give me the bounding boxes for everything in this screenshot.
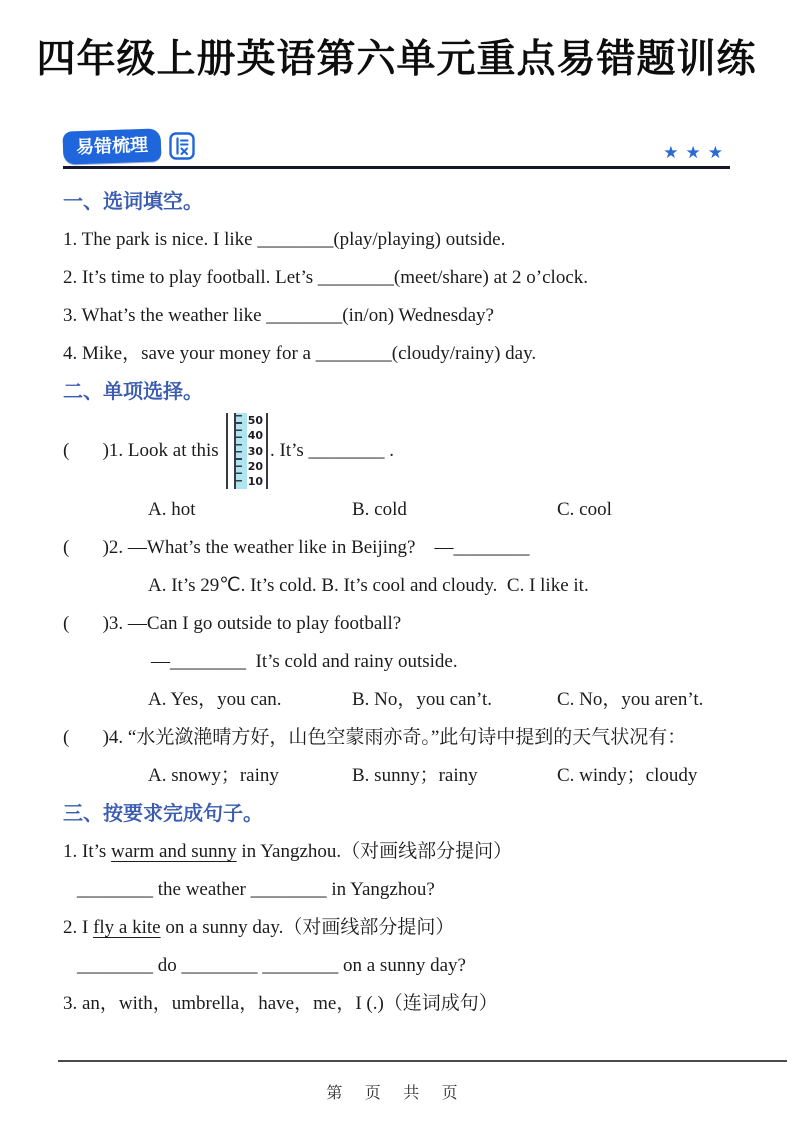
scale-label: 50 bbox=[247, 414, 263, 427]
section1-heading: 一、选词填空。 bbox=[63, 191, 203, 213]
section-header-band bbox=[63, 130, 730, 169]
page-title: 四年级上册英语第六单元重点易错题训练 bbox=[36, 38, 757, 81]
option-a: A. hot bbox=[148, 499, 196, 520]
section2-heading: 二、单项选择。 bbox=[63, 381, 203, 403]
question-line: ( )2. —What’s the weather like in Beijing? —________ bbox=[63, 537, 530, 558]
options-row: A. It’s 29℃. It’s cold. B. It’s cool and cloudy. C. I like it. bbox=[148, 575, 589, 596]
options-row bbox=[63, 491, 737, 529]
section3-heading: 三、按要求完成句子。 bbox=[63, 803, 263, 825]
underlined-phrase: fly a kite bbox=[93, 917, 161, 938]
options-row bbox=[63, 757, 737, 795]
question-line-with-thermometer bbox=[63, 411, 737, 491]
page-number-footer: 第 页 共 页 bbox=[326, 1085, 467, 1102]
thermometer-scale bbox=[247, 413, 268, 489]
notebook-icon bbox=[169, 131, 195, 161]
scale-label: 10 bbox=[247, 475, 263, 488]
question-line: 1. The park is nice. I like ________(play/playing) outside. bbox=[63, 229, 506, 250]
question-text-post: . It’s ________ . bbox=[270, 440, 395, 461]
worksheet-body bbox=[0, 169, 793, 1023]
question-line: ( )3. —Can I go outside to play football? bbox=[63, 613, 402, 634]
question-line bbox=[63, 909, 737, 947]
option-c: C. cool bbox=[557, 499, 612, 520]
answer-line: —________ It’s cold and rainy outside. bbox=[151, 651, 458, 672]
thermometer-left-line bbox=[226, 413, 228, 489]
question-line: 3. What’s the weather like ________(in/on) Wednesday? bbox=[63, 305, 494, 326]
badge-group bbox=[63, 130, 195, 163]
error-review-badge: 易错梳理 bbox=[62, 128, 161, 164]
answer-line: ________ do ________ ________ on a sunny day? bbox=[77, 955, 466, 976]
question-line: 4. Mike，save your money for a ________(cloudy/rainy) day. bbox=[63, 343, 537, 364]
rating-stars bbox=[663, 144, 730, 161]
option-c: C. windy；cloudy bbox=[557, 765, 698, 786]
scale-label: 20 bbox=[247, 459, 263, 473]
question-text-post: in Yangzhou.（对画线部分提问） bbox=[236, 841, 513, 862]
star-icon: ★ bbox=[685, 143, 708, 162]
question-text-post: on a sunny day.（对画线部分提问） bbox=[160, 917, 455, 938]
scale-label: 40 bbox=[247, 429, 263, 443]
thermometer-image bbox=[226, 413, 268, 489]
thermometer-tube bbox=[234, 413, 247, 489]
underlined-phrase: warm and sunny bbox=[111, 841, 237, 862]
options-row bbox=[63, 681, 737, 719]
question-line: 2. It’s time to play football. Let’s ________(meet/share) at 2 o’clock. bbox=[63, 267, 589, 288]
option-b: B. cold bbox=[352, 499, 407, 520]
option-a: A. Yes，you can. bbox=[148, 689, 282, 710]
answer-line: ________ the weather ________ in Yangzhou? bbox=[77, 879, 435, 900]
option-b: B. No，you can’t. bbox=[352, 689, 493, 710]
star-icon: ★ bbox=[707, 143, 730, 162]
footer-divider bbox=[58, 1060, 787, 1062]
scale-label: 30 bbox=[247, 444, 263, 458]
question-text-pre: 1. It’s bbox=[63, 841, 112, 862]
question-text-pre: 2. I bbox=[63, 917, 94, 938]
option-a: A. snowy；rainy bbox=[148, 765, 279, 786]
question-text-pre: ( )1. Look at this bbox=[63, 440, 219, 461]
option-c: C. No，you aren’t. bbox=[557, 689, 704, 710]
question-line: ( )4. “水光潋滟晴方好，山色空蒙雨亦奇。”此句诗中提到的天气状况有： bbox=[63, 727, 687, 748]
star-icon: ★ bbox=[663, 143, 686, 162]
option-b: B. sunny；rainy bbox=[352, 765, 478, 786]
question-line bbox=[63, 833, 737, 871]
question-line: 3. an，with，umbrella，have，me，I (.)（连词成句） bbox=[63, 993, 498, 1014]
